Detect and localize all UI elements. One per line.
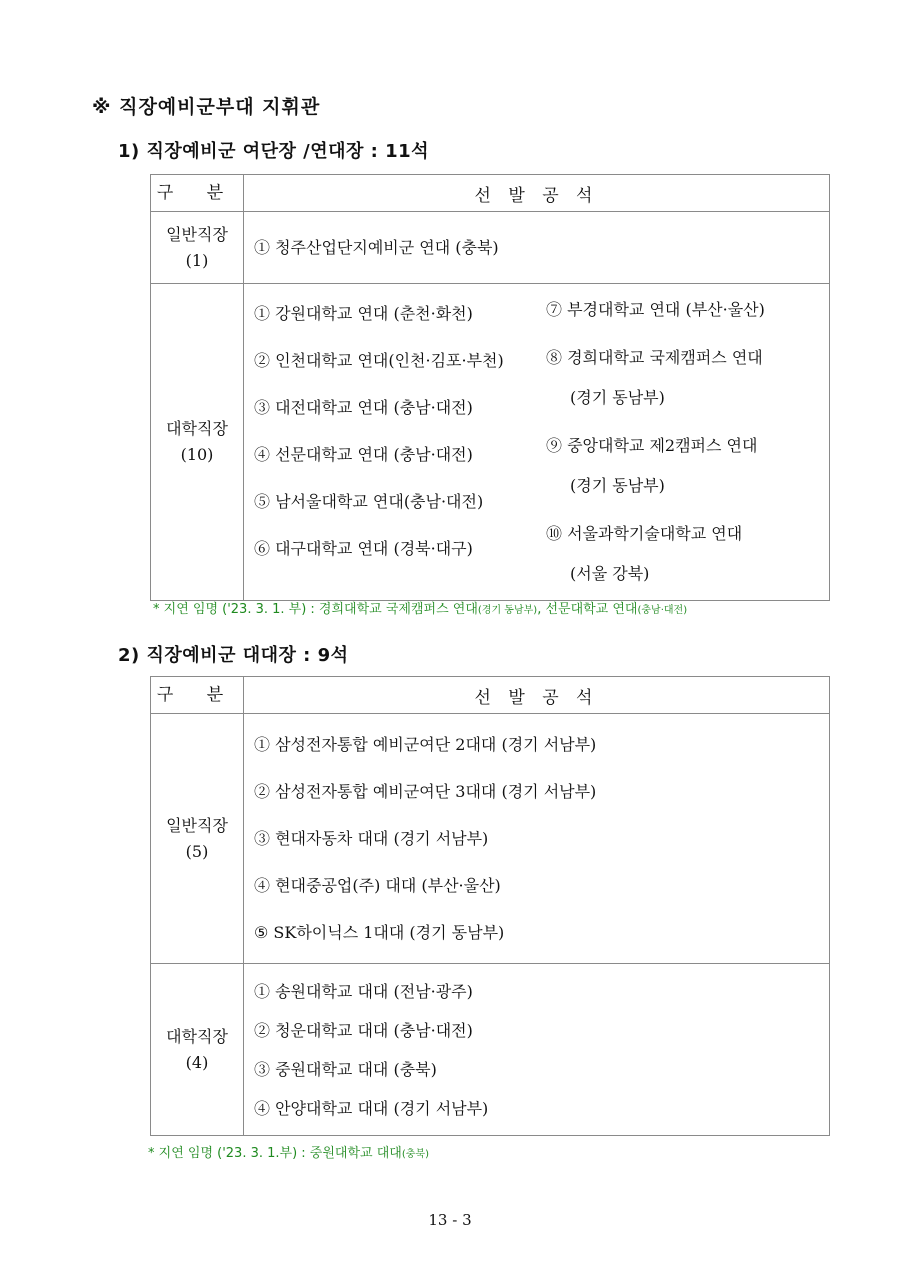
col-category-header: 구 분 (151, 175, 244, 212)
units-cell-general (244, 714, 830, 964)
table-header-row (151, 175, 830, 212)
list-item: ⑤ 남서울대학교 연대(충남·대전) (254, 492, 484, 511)
list-item-line: ⑨ 중앙대학교 제2캠퍼스 연대 (546, 436, 758, 455)
list-item (546, 426, 829, 506)
section1-note (153, 598, 687, 617)
note-region: (충북) (401, 1149, 429, 1160)
category-cell-general (151, 212, 244, 284)
col-units-header: 선 발 공 석 (244, 677, 830, 714)
category-count: (5) (185, 841, 209, 861)
section1-title: 1) 직장예비군 여단장 /연대장 : 11석 (118, 141, 430, 162)
list-item: ④ 선문대학교 연대 (충남·대전) (254, 445, 473, 464)
page-heading: ※ 직장예비군부대 지휘관 (92, 96, 321, 118)
category-label: 일반직장 (166, 224, 228, 244)
note-text: , 선문대학교 연대 (537, 602, 638, 617)
note-region: (충남·대전) (637, 605, 688, 616)
list-item: ② 청운대학교 대대 (충남·대전) (254, 1020, 473, 1040)
units-cell-university (244, 964, 830, 1136)
note-text: * 지연 임명 ('23. 3. 1. 부) : 경희대학교 국제캠퍼스 연대 (153, 602, 478, 617)
table-row-university (151, 284, 830, 601)
list-item: ① 청주산업단지예비군 연대 (충북) (254, 238, 499, 257)
col-category-header: 구 분 (151, 677, 244, 714)
list-item: ② 삼성전자통합 예비군여단 3대대 (경기 서남부) (254, 782, 597, 801)
list-item (546, 338, 829, 418)
category-label: 대학직장 (166, 1026, 228, 1046)
list-item-line: ⑦ 부경대학교 연대 (부산·울산) (546, 300, 765, 319)
list-item: ① 강원대학교 연대 (춘천·화천) (254, 304, 473, 323)
list-item: ② 인천대학교 연대(인천·김포·부천) (254, 351, 504, 370)
list-item: ③ 대전대학교 연대 (충남·대전) (254, 398, 473, 417)
note-text: * 지연 임명 ('23. 3. 1.부) : 중원대학교 대대 (148, 1146, 402, 1161)
category-count: (4) (185, 1052, 209, 1072)
category-cell-general (151, 714, 244, 964)
table-row-university (151, 964, 830, 1136)
list-item: ④ 현대중공업(주) 대대 (부산·울산) (254, 876, 501, 895)
category-label: 일반직장 (166, 815, 228, 835)
list-item-line: (경기 동남부) (570, 388, 665, 407)
table-row-general (151, 714, 830, 964)
list-item-line: (경기 동남부) (570, 476, 665, 495)
right-column (544, 290, 829, 594)
category-count: (10) (180, 445, 214, 464)
units-cell-university (244, 284, 830, 601)
table-header-row (151, 677, 830, 714)
category-count: (1) (185, 250, 209, 270)
list-item: ① 삼성전자통합 예비군여단 2대대 (경기 서남부) (254, 735, 597, 754)
list-item (546, 290, 829, 330)
left-column (254, 290, 544, 594)
list-item: ③ 현대자동차 대대 (경기 서남부) (254, 829, 489, 848)
list-item (546, 514, 829, 594)
units-cell-general (244, 212, 830, 284)
section2-table (150, 676, 830, 1136)
list-item-line: (서울 강북) (570, 564, 650, 583)
category-label: 대학직장 (166, 419, 228, 438)
list-item: ③ 중원대학교 대대 (충북) (254, 1059, 437, 1079)
list-item-line: ⑧ 경희대학교 국제캠퍼스 연대 (546, 348, 763, 367)
category-cell-university (151, 964, 244, 1136)
section2-title: 2) 직장예비군 대대장 : 9석 (118, 645, 349, 666)
page-number: 13 - 3 (428, 1211, 472, 1229)
list-item: ④ 안양대학교 대대 (경기 서남부) (254, 1098, 489, 1118)
list-item: ⑤ SK하이닉스 1대대 (경기 동남부) (254, 923, 505, 942)
table-row-general (151, 212, 830, 284)
list-item: ① 송원대학교 대대 (전남·광주) (254, 981, 473, 1001)
section1-table (150, 174, 830, 601)
list-item-line: ⑩ 서울과학기술대학교 연대 (546, 524, 743, 543)
col-units-header: 선 발 공 석 (244, 175, 830, 212)
list-item: ⑥ 대구대학교 연대 (경북·대구) (254, 539, 473, 558)
category-cell-university (151, 284, 244, 601)
section2-note (148, 1142, 429, 1161)
note-region: (경기 동남부) (477, 605, 538, 616)
